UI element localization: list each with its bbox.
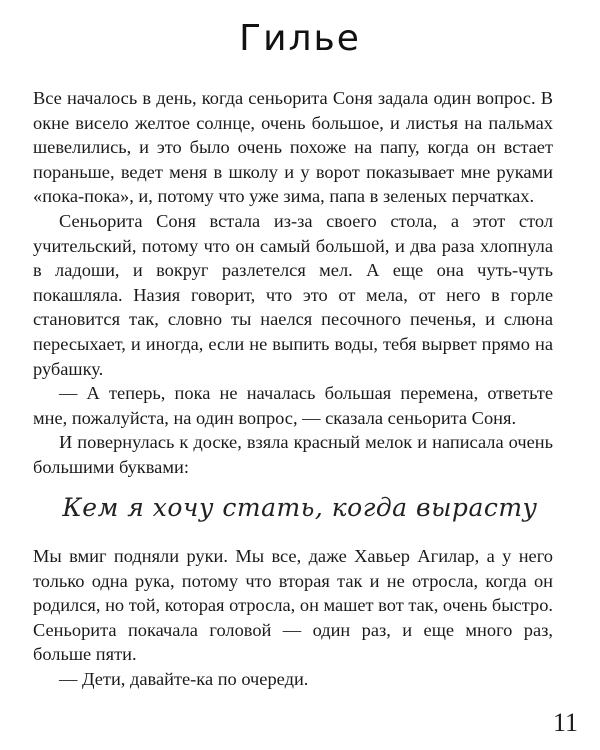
paragraph: И повернулась к доске, взяла красный мелок и написала очень большими буквами: [33,432,553,477]
paragraph: Мы вмиг подняли руки. Мы все, даже Хавьер Агилар, а у него только одна рука, потому что вторая так и не отросла, когда он родился, но той, которая отросла, он машет вот так, очень быстро. Сеньорита покачала головой — один раз, и еще много раз, больше пяти. [33,546,553,665]
page-number: 11 [552,708,578,737]
text-block-top [33,86,553,480]
chapter-title: Гилье [239,18,361,59]
paragraph: — Дети, давайте-ка по очереди. [59,668,309,689]
chalkboard-text: Кем я хочу стать, когда вырасту [62,493,538,522]
paragraph: — А теперь, пока не началась большая перемена, ответьте мне, пожалуйста, на один вопрос, — сказала сеньорита Соня. [33,383,553,428]
text-block-bottom [33,544,553,692]
paragraph: Сеньорита Соня встала из-за своего стола, а этот стол учительский, потому что он самый большой, и два раза хлопнула в ладоши, и вокруг разлетелся мел. А еще она чуть-чуть покашляла. Назия говорит, что это от мела, от него в горле становится так, словно ты наелся песочного печенья, и слюна пересыхает, и иногда, если не выпить воды, тебя вырвет прямо на рубашку. [33,210,553,379]
paragraph: Все началось в день, когда сеньорита Соня задала один вопрос. В окне висело желтое солнце, очень большое, и листья на пальмах шевелились, и это было очень похоже на папу, когда он встает пораньше, ведет меня в школу и у ворот показывает мне руками «пока-пока», и, потому что уже зима, папа в зеленых перчатках. [33,88,553,207]
